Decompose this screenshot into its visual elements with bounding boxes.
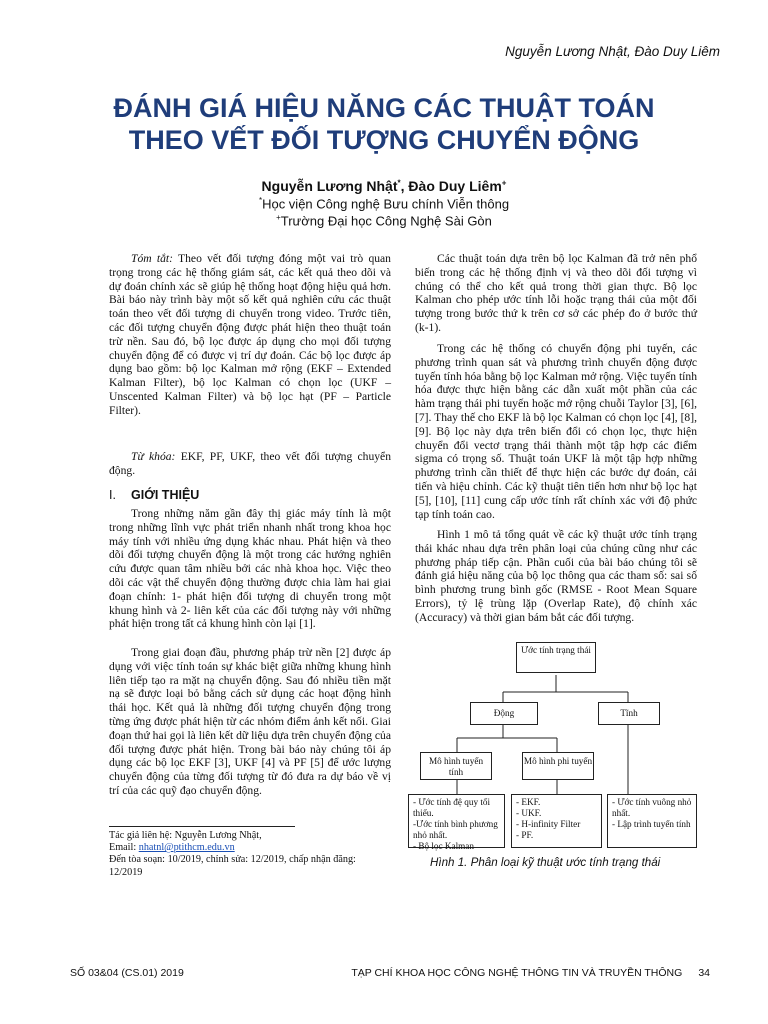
linear-item-1: - Ước tính đệ quy tối thiểu. (413, 797, 491, 818)
running-head: Nguyễn Lương Nhật, Đào Duy Liêm (505, 44, 720, 59)
nonlinear-item-3: - H-infinity Filter (516, 819, 581, 829)
title-line-2: THEO VẾT ĐỐI TƯỢNG CHUYỂN ĐỘNG (128, 125, 640, 155)
footnote-email-link[interactable]: nhatnl@ptithcm.edu.vn (138, 842, 235, 854)
footer-journal-block (351, 967, 710, 979)
section-title: GIỚI THIỆU (131, 488, 200, 502)
figure-nonlinear-box: Mô hình phi tuyến (522, 752, 594, 780)
right-paragraph-1-text: Các thuật toán dựa trên bộ lọc Kalman đã trở nên phổ biến trong các hệ thống định vị và theo dõi đối tượng vì chúng có thể cho kết quả trong thời gian thực. Bộ lọc Kalman cho phép ước tính lỗi hoặc trạng thái của một đối tượng trong bước thứ k trên cơ sở các phép đo ở bước thứ (k-1). (415, 252, 697, 334)
figure-dong-box: Động (470, 702, 538, 725)
static-item-1: - Ước tính vuông nhỏ nhất. (612, 797, 692, 818)
keywords-text: EKF, PF, UKF, theo vết đối tượng chuyển động. (109, 450, 391, 477)
author-2-mark: + (501, 178, 507, 188)
author-2: Đào Duy Liêm (408, 178, 502, 194)
footer-journal: TẠP CHÍ KHOA HỌC CÔNG NGHỆ THÔNG TIN VÀ TRUYỀN THÔNG (351, 967, 683, 979)
abstract-label: Tóm tắt: (131, 252, 173, 265)
linear-item-3: - Bộ lọc Kalman (413, 841, 474, 851)
section-number: I. (109, 488, 116, 502)
figure-tinh-box: Tĩnh (598, 702, 660, 725)
figure-linear-list (408, 794, 505, 851)
intro-paragraph-1 (109, 507, 391, 631)
affiliation-1 (0, 196, 768, 211)
paper-title (40, 92, 728, 156)
figure-caption: Hình 1. Phân loại kỹ thuật ước tính trạng thái (430, 856, 661, 869)
right-paragraph-2-text: Trong các hệ thống có chuyển động phi tuyến, các phương trình quan sát và phương trình chuyển động được tuyến tính hóa bằng bộ lọc Kalman mở rộng. Việc tuyến tính hóa được thực hiện bằng các dẫn xuất một phần của các hàm trạng thái phi tuyến hoặc mở rộng chuỗi Taylor [3], [6], [7]. Thay thế cho EKF là bộ lọc Kalman có chọn lọc [4], [8], [9]. Bộ lọc này dựa trên biến đổi có chọn lọc, thực hiện chuyển đổi vectơ trạng thái thành một tập hợp các điểm sigma có trọng số. Thuật toán UKF là một tập hợp những phương trình cần thiết để thực hiện các bước dự đoán, cải tiến và hiệu chỉnh. Các kỹ thuật tiên tiến hơn như bộ lọc hạt [5], [10], [11] cung cấp ước tính rất chính xác với độ phức tạp tính toán cao. (415, 342, 697, 521)
footnote (109, 830, 391, 879)
page-number: 34 (698, 967, 710, 979)
affiliation-2 (0, 213, 768, 228)
abstract (109, 252, 391, 418)
figure-linear-box: Mô hình tuyến tính (420, 752, 492, 780)
right-paragraph-3 (415, 528, 697, 625)
right-paragraph-2 (415, 342, 697, 521)
footnote-email-label: Email: (109, 842, 137, 854)
title-line-1: ĐÁNH GIÁ HIỆU NĂNG CÁC THUẬT TOÁN (113, 93, 655, 123)
figure-nonlinear-list (511, 794, 602, 848)
intro-paragraph-2-text: Trong giai đoạn đầu, phương pháp trừ nền [2] được áp dụng với việc tính toán sự khác biệt giữa những khung hình liên tiếp tạo ra mặt nạ chuyển động. Sau đó nhiều tiền mặt nạ sẽ được loại bỏ bằng cách sử dụng các hoạt động hình thái học. Kết quả là những đối tượng chuyển động trong từng ứng được phát hiện từ các nhóm điểm ảnh kết nối. Giai đoạn thứ hai gọi là liên kết dữ liệu dựa trên chuyển động của đối tượng được phát hiện. Trong bài báo này chúng tôi áp dụng các bộ lọc EKF [3], UKF [4] và PF [5] để ước lượng chuyển động của từng đối tượng từ đó đưa ra dự báo về vị trí của các quỹ đạo chuyển động. (109, 646, 391, 797)
intro-paragraph-1-text: Trong những năm gần đây thị giác máy tính là một trong những lĩnh vực phát triển nhanh nhất trong khoa học máy tính với nhiều ứng dụng khác nhau. Phát hiện và theo dõi đối tượng chuyển động là một trong các hướng nghiên cứu được quan tâm nhiều bởi các nhà khoa học. Việc theo dõi các vật thể chuyển động thường được chia làm hai giai đoạn chính: 1- phát hiện đối tượng di chuyển trong một khung hình và 2- liên kết của các đối tượng này với những phát hiện trong tất cả khung hình còn lại [1]. (109, 507, 391, 631)
author-1-mark: * (397, 178, 401, 188)
footnote-rule (109, 826, 295, 827)
affiliation-1-mark: * (258, 196, 263, 205)
footnote-email-line (109, 842, 391, 854)
author-1: Nguyễn Lương Nhật (261, 178, 398, 194)
right-paragraph-3-text: Hình 1 mô tả tổng quát về các kỹ thuật ước tính trạng thái khác nhau dựa trên phân loại của chúng cũng như các phương pháp tiếp cận. Phần cuối của bài báo chúng tôi sẽ đánh giá hiệu năng của bộ lọc thông qua các tham số: sai số bình phương trung bình gốc (RMSE - Root Mean Square Errors), tỷ lệ trùng lặp (Overlap Rate), độ chính xác (Accuracy) và thời gian bám bắt các đối tượng. (415, 528, 697, 624)
figure-static-list (607, 794, 697, 848)
static-item-2: - Lập trình tuyến tính (612, 819, 691, 829)
footnote-dates: Đến tòa soạn: 10/2019, chỉnh sửa: 12/2019, chấp nhận đăng: 12/2019 (109, 854, 356, 878)
abstract-text: Theo vết đối tượng đóng một vai trò quan trọng trong các hệ thống giám sát, các kết quả theo dõi và dự đoán chính xác sẽ giúp hệ thống hoạt động hiệu quả hơn. Bài báo này trình bày một số kết quả nghiên cứu các thuật toán theo vết đối tượng di chuyển trong video. Trước tiên, các đối tượng chuyển động được phát hiện theo thuật toán trừ nền. Sau đó, bộ lọc được áp dụng cho mọi đối tượng chuyển động để có được vị trí dự đoán. Các bộ lọc được áp dụng bao gồm: bộ lọc Kalman mở rộng (EKF – Extended Kalman Filter), bộ lọc Kalman có chọn lọc (UKF – Unscented Kalman Filter) và bộ lọc hạt (PF – Particle Filter). (109, 252, 391, 417)
affiliation-1-text: Học viện Công nghệ Bưu chính Viễn thông (262, 196, 510, 212)
figure-root-box: Ước tính trạng thái (516, 642, 596, 673)
footnote-author: Tác giả liên hệ: Nguyễn Lương Nhật, (109, 830, 262, 841)
affiliation-2-text: Trường Đại học Công Nghệ Sài Gòn (280, 213, 492, 229)
section-heading (109, 488, 199, 502)
right-paragraph-1 (415, 252, 697, 335)
keywords-label: Từ khóa: (131, 450, 176, 463)
nonlinear-item-4: - PF. (516, 830, 534, 840)
nonlinear-item-2: - UKF. (516, 808, 542, 818)
keywords (109, 450, 391, 478)
footer-issue: SỐ 03&04 (CS.01) 2019 (70, 967, 184, 979)
intro-paragraph-2 (109, 646, 391, 798)
affiliation-2-mark: + (276, 213, 281, 222)
nonlinear-item-1: - EKF. (516, 797, 541, 807)
linear-item-2: -Ước tính bình phương nhỏ nhất. (413, 819, 498, 840)
authors (0, 178, 768, 194)
author-separator: , (400, 178, 409, 194)
